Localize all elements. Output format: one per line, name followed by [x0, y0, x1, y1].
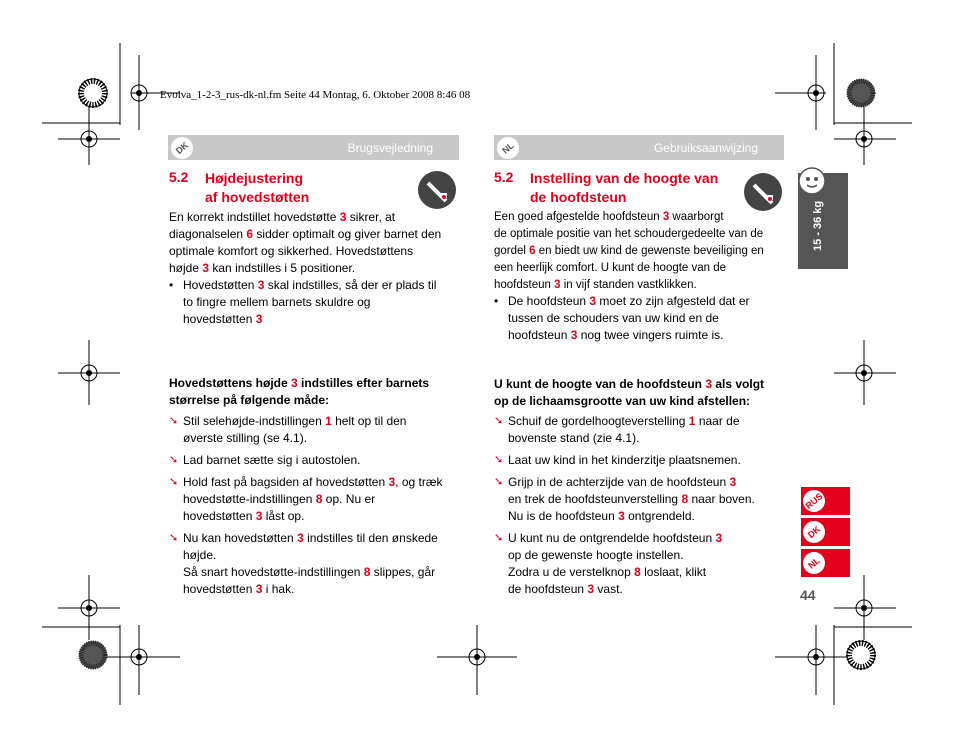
ref-number: 3: [662, 211, 670, 223]
step-item: [169, 413, 461, 447]
step-arrow-icon: ➘: [494, 532, 504, 544]
txt: hovedstøtten: [183, 312, 256, 326]
right-steps: [494, 413, 786, 598]
step-line: Laat uw kind in het kinderzitje plaatsnemen.: [508, 453, 741, 467]
ref-number: 3: [255, 582, 263, 596]
ref-number: 3: [297, 531, 304, 545]
txt: helt op til den: [331, 414, 407, 428]
heading-line-2: af hovedstøtten: [205, 189, 310, 205]
txt: nog twee vingers ruimte is.: [577, 328, 724, 342]
txt: naar de: [695, 414, 740, 428]
txt: En korrekt indstillet hovedstøtte: [169, 210, 340, 224]
txt: ontgrendeld.: [624, 509, 695, 523]
weight-label: 15 - 36 kg: [812, 200, 824, 251]
txt: Nu kan hovedstøtten: [183, 531, 298, 545]
headrest-icon: [418, 171, 456, 209]
intro-line: [494, 209, 786, 226]
txt: de hoofdsteun: [508, 582, 588, 596]
txt: højde: [169, 261, 203, 275]
txt: Nu is de hoofdsteun: [508, 509, 619, 523]
txt: diagonalselen: [169, 227, 247, 241]
intro-line: [494, 277, 786, 294]
step-item: [169, 452, 461, 469]
txt: De hoofdsteun: [508, 294, 590, 308]
step-line: [183, 474, 461, 491]
left-heading-title: [205, 169, 309, 207]
right-heading-title: [530, 169, 718, 207]
step-arrow-icon: ➘: [494, 476, 504, 488]
txt: in vijf standen vastklikken.: [560, 279, 697, 291]
intro-line: een heerlijk comfort. U kunt de hoogte van de: [494, 262, 727, 274]
intro-line: optimale komfort og sikkerhed. Hovedstøttens: [169, 244, 414, 258]
bullet-line: [508, 327, 786, 344]
txt: waarborgt: [669, 211, 724, 223]
ref-number: 3: [554, 279, 561, 291]
ref-number: 3: [257, 278, 265, 292]
lang-flag-dk: DK: [167, 133, 198, 164]
step-line: [508, 581, 786, 598]
bullet-dot: •: [494, 294, 499, 308]
bullet-line: to fingre mellem barnets skuldre og: [183, 295, 371, 309]
headrest-icon: [744, 173, 782, 211]
txt: gordel: [494, 245, 530, 257]
headrest-icon-graphic: [744, 173, 782, 211]
lang-tab-nl[interactable]: [801, 549, 850, 577]
step-item: [169, 474, 461, 525]
step-line: [183, 491, 461, 508]
txt: Een goed afgestelde hoofdsteun: [494, 211, 663, 223]
ref-number: 3: [715, 531, 723, 545]
txt: Schuif de gordelhoogteverstelling: [508, 414, 689, 428]
step-line: [183, 413, 461, 430]
left-steps-heading: [169, 375, 461, 409]
ref-number: 3: [291, 376, 298, 390]
section-number: 5.2: [494, 169, 514, 185]
step-item: [169, 530, 461, 598]
lang-flag-nl: NL: [493, 133, 524, 164]
txt: sidder optimalt og giver barnet den: [253, 227, 442, 241]
txt: kan indstilles i 5 positioner.: [209, 261, 356, 275]
txt: Hold fast på bagsiden af hovedstøtten: [183, 475, 389, 489]
heading-line: op de lichaamsgrootte van uw kind afstellen:: [494, 394, 751, 408]
step-line: [508, 508, 786, 525]
intro-line: [169, 209, 461, 226]
step-line: [183, 581, 461, 598]
txt: als volgt: [712, 377, 765, 391]
txt: hovedstøtten: [183, 582, 256, 596]
right-steps-heading: [494, 376, 786, 410]
txt: en biedt uw kind de gewenste beveiliging en: [535, 245, 764, 257]
step-item: [494, 530, 786, 598]
heading-line: [169, 375, 461, 392]
heading-line: størrelse på følgende måde:: [169, 393, 330, 407]
txt: loslaat, klikt: [640, 565, 707, 579]
ref-number: 3: [339, 210, 347, 224]
right-intro: [494, 209, 786, 294]
child-face-icon: [797, 166, 827, 196]
lang-flag-nl: NL: [799, 548, 830, 579]
intro-line: de optimale positie van het schoudergedeelte van de: [494, 228, 764, 240]
step-line: [183, 530, 461, 547]
bullet-line: tussen de schouders van uw kind en de: [508, 311, 719, 325]
page-number: 44: [800, 587, 816, 603]
txt: hoofdsteun: [508, 328, 571, 342]
txt: indstilles til den ønskede: [303, 531, 438, 545]
ref-number: 3: [255, 312, 263, 326]
txt: en trek de hoofdsteunverstelling: [508, 492, 682, 506]
step-line: [508, 564, 786, 581]
right-section-bar: [494, 135, 784, 160]
txt: naar boven.: [688, 492, 755, 506]
step-arrow-icon: ➘: [169, 532, 179, 544]
txt: indstilles efter barnets: [297, 376, 430, 390]
txt: , og træk: [395, 475, 443, 489]
txt: Stil selehøjde-indstillingen: [183, 414, 326, 428]
txt: vast.: [594, 582, 623, 596]
lang-tab-rus[interactable]: [801, 487, 850, 515]
lang-flag-dk: DK: [799, 517, 830, 548]
intro-line: [169, 226, 461, 243]
step-arrow-icon: ➘: [169, 454, 179, 466]
headrest-icon-graphic: [418, 171, 456, 209]
ref-number: 8: [681, 492, 689, 506]
step-line: Lad barnet sætte sig i autostolen.: [183, 453, 361, 467]
bullet-line: [508, 293, 786, 310]
intro-line: [169, 260, 461, 277]
txt: hovedstøtten: [183, 509, 256, 523]
txt: U kunt nu de ontgrendelde hoofdsteun: [508, 531, 716, 545]
txt: i hak.: [262, 582, 295, 596]
bullet-line: [183, 311, 461, 328]
intro-line: [494, 243, 786, 260]
ref-number: 3: [618, 509, 625, 523]
left-bar-title: Brugsvejledning: [347, 141, 433, 155]
left-bullet: [169, 277, 461, 328]
ref-number: 3: [202, 261, 210, 275]
ref-number: 3: [255, 509, 263, 523]
left-heading: [169, 169, 188, 187]
txt: moet zo zijn afgesteld dat er: [596, 294, 750, 308]
step-item: [494, 474, 786, 525]
step-line: bovenste stand (zie 4.1).: [508, 431, 640, 445]
txt: hoofdsteun: [494, 279, 555, 291]
step-arrow-icon: ➘: [494, 415, 504, 427]
step-line: op de gewenste hoogte instellen.: [508, 548, 684, 562]
txt: sikrer, at: [346, 210, 396, 224]
ref-number: 3: [705, 377, 713, 391]
step-line: [183, 508, 461, 525]
ref-number: 8: [634, 565, 641, 579]
txt: op. Nu er: [322, 492, 376, 506]
ref-number: 6: [246, 227, 254, 241]
ref-number: 3: [729, 475, 737, 489]
txt: Hovedstøtten: [183, 278, 258, 292]
heading-line-1: Instelling van de hoogte van: [530, 170, 719, 186]
bullet-line: [183, 277, 461, 294]
lang-flag-rus: RUS: [799, 486, 830, 517]
ref-number: 3: [388, 475, 396, 489]
lang-tab-dk[interactable]: [801, 518, 850, 546]
heading-line-2: de hoofdsteun: [530, 189, 627, 205]
step-arrow-icon: ➘: [169, 476, 179, 488]
right-heading: [494, 169, 513, 187]
txt: Zodra u de verstelknop: [508, 565, 635, 579]
step-line: [508, 530, 786, 547]
right-bar-title: Gebruiksaanwijzing: [653, 141, 758, 155]
left-steps: [169, 413, 461, 598]
step-arrow-icon: ➘: [494, 454, 504, 466]
step-line: højde.: [183, 548, 217, 562]
txt: Grijp in de achterzijde van de hoofdsteun: [508, 475, 730, 489]
right-bullet: [494, 293, 786, 344]
ref-number: 1: [688, 414, 696, 428]
step-line: øverste stilling (se 4.1).: [183, 431, 308, 445]
left-intro: [169, 209, 461, 277]
ref-number: 3: [589, 294, 597, 308]
section-number: 5.2: [169, 169, 189, 185]
bullet-dot: •: [169, 278, 174, 292]
ref-number: 3: [570, 328, 578, 342]
txt: låst op.: [262, 509, 305, 523]
print-header: Evolva_1-2-3_rus-dk-nl.fm Seite 44 Montag, 6. Oktober 2008 8:46 08: [160, 89, 471, 101]
step-line: [508, 491, 786, 508]
txt: slippes, går: [370, 565, 436, 579]
step-line: [508, 413, 786, 430]
step-line: [508, 474, 786, 491]
txt: Så snart hovedstøtte-indstillingen: [183, 565, 364, 579]
ref-number: 8: [363, 565, 371, 579]
heading-line: [494, 376, 786, 393]
ref-number: 6: [529, 245, 536, 257]
txt: skal indstilles, så der er plads til: [264, 278, 437, 292]
step-item: [494, 452, 786, 469]
ref-number: 8: [315, 492, 323, 506]
txt: hovedstøtte-indstillingen: [183, 492, 316, 506]
ref-number: 3: [587, 582, 595, 596]
left-section-bar: [168, 135, 459, 160]
step-line: [183, 564, 461, 581]
step-arrow-icon: ➘: [169, 415, 179, 427]
heading-line-1: Højdejustering: [205, 170, 304, 186]
step-item: [494, 413, 786, 447]
txt: U kunt de hoogte van de hoofdsteun: [494, 377, 706, 391]
ref-number: 1: [325, 414, 332, 428]
txt: Hovedstøttens højde: [169, 376, 292, 390]
